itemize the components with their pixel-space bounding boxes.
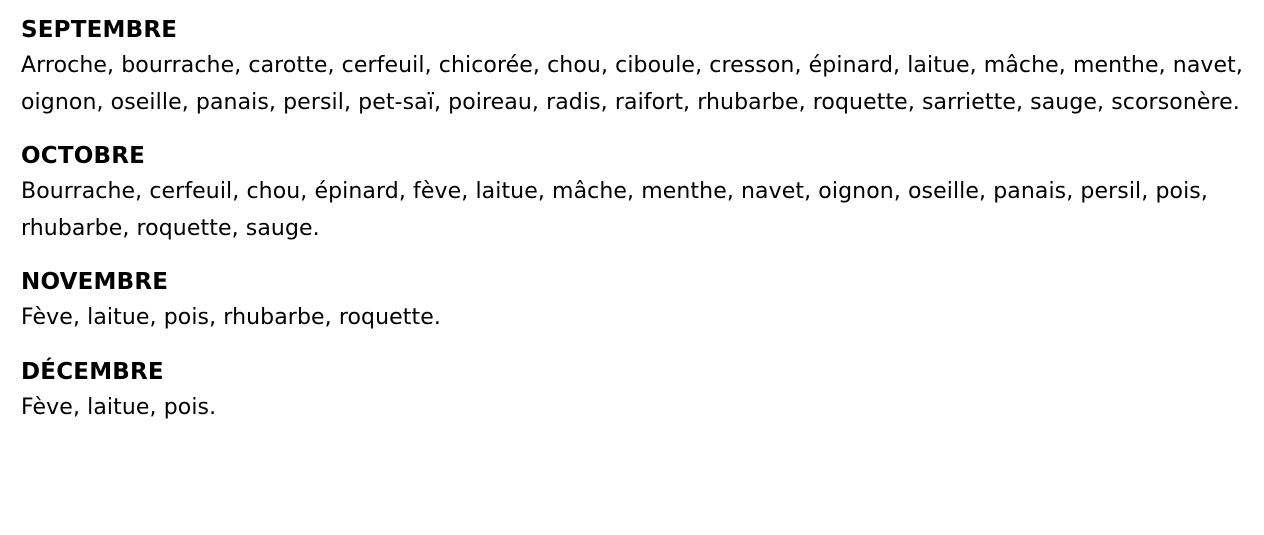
vegetable-list: Fève, laitue, pois, rhubarbe, roquette. xyxy=(21,305,441,330)
section-decembre xyxy=(21,354,1251,427)
month-title: NOVEMBRE xyxy=(21,269,169,295)
section-septembre xyxy=(21,12,1251,121)
document-body xyxy=(21,12,1251,443)
vegetable-list: Fève, laitue, pois. xyxy=(21,394,217,420)
month-title: OCTOBRE xyxy=(21,143,146,169)
vegetable-list: Bourrache, cerfeuil, chou, épinard, fève, laitue, mâche, menthe, navet, oignon, oseille, panais, persil, pois, rhubarbe, roquette, sauge. xyxy=(21,179,1208,241)
vegetable-list: Arroche, bourrache, carotte, cerfeuil, chicorée, chou, ciboule, cresson, épinard, laitue, mâche, menthe, navet, oignon, oseille, panais, persil, pet-saï, poireau, radis, raifort, rhubarbe, roquette, sarriette, sauge, scorsonère. xyxy=(21,53,1243,115)
section-novembre xyxy=(21,264,1251,337)
section-octobre xyxy=(21,138,1251,247)
month-title: SEPTEMBRE xyxy=(21,17,178,43)
month-title: DÉCEMBRE xyxy=(21,358,164,385)
